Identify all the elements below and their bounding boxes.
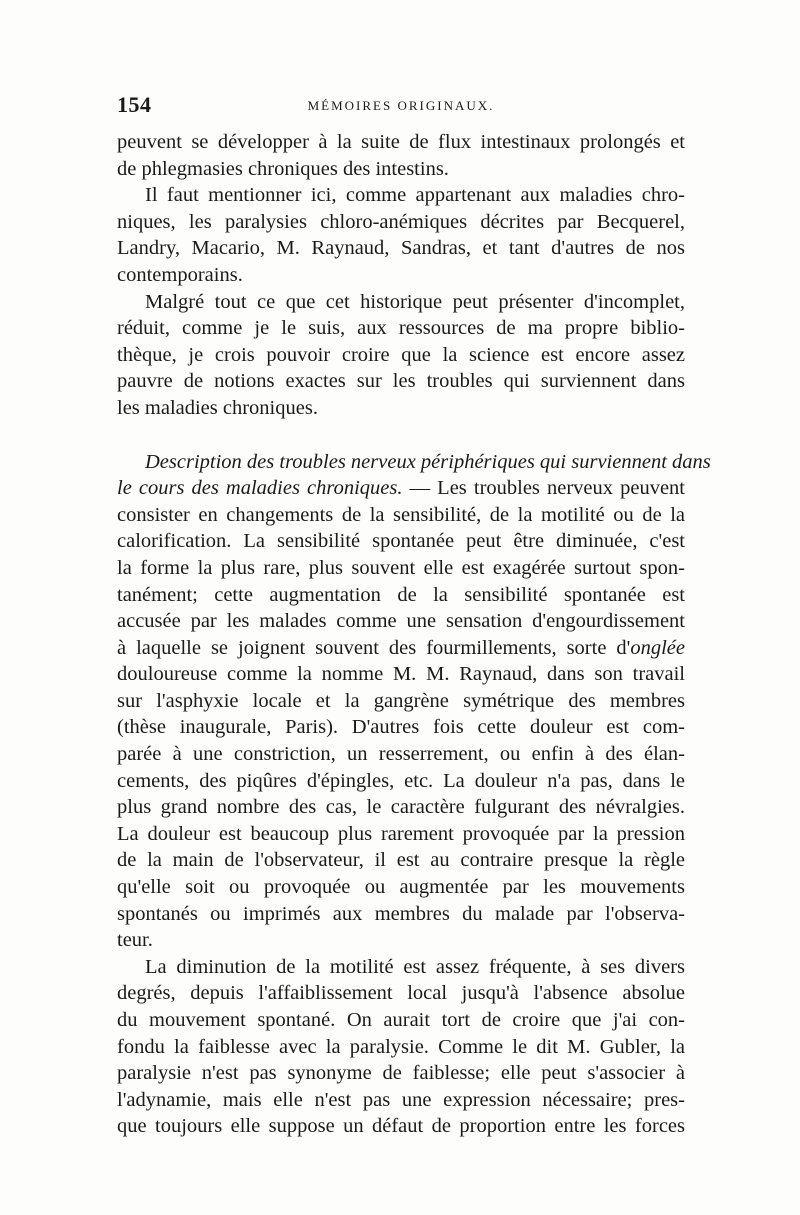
text-line: tanément; cette augmentation de la sensibilité spontanée est <box>117 583 685 606</box>
paragraph-1 <box>117 129 685 182</box>
text-line: peuvent se développer à la suite de flux intestinaux prolongés et <box>117 131 685 153</box>
text-line: spontanés ou imprimés aux membres du malade par l'observa- <box>117 902 685 925</box>
paragraph-2 <box>117 182 685 288</box>
text-line: Landry, Macario, M. Raynaud, Sandras, et tant d'autres de nos <box>117 237 685 260</box>
text-line: la forme la plus rare, plus souvent elle est exagérée surtout spon- <box>117 556 685 579</box>
paragraph-5 <box>117 954 685 1140</box>
text-line: plus grand nombre des cas, le caractère fulgurant des névralgies. <box>117 796 685 819</box>
text-segment: à laquelle se joignent souvent des fourmillements, sorte d' <box>117 636 631 659</box>
text-line: thèque, je crois pouvoir croire que la science est encore assez <box>117 343 685 366</box>
paragraph-3 <box>117 289 685 422</box>
text-line <box>117 635 685 662</box>
text-line: réduit, comme je le suis, aux ressources de ma propre biblio- <box>117 317 685 340</box>
text-line: (thèse inaugurale, Paris). D'autres fois cette douleur est com- <box>117 716 685 739</box>
text-line: que toujours elle suppose un défaut de proportion entre les forces <box>117 1115 685 1138</box>
text-line: les maladies chroniques. <box>117 396 318 419</box>
text-line: qu'elle soit ou provoquée ou augmentée par les mouvements <box>117 876 685 899</box>
text-line: contemporains. <box>117 263 243 286</box>
text-line: niques, les paralysies chloro-anémiques décrites par Becquerel, <box>117 210 685 233</box>
text-line: Il faut mentionner ici, comme appartenant aux maladies chro- <box>145 184 685 207</box>
text-line: teur. <box>117 929 153 952</box>
section-intro: — Les troubles nerveux peuvent <box>402 477 686 500</box>
text-line: degrés, depuis l'affaiblissement local jusqu'à l'absence absolue <box>117 982 685 1005</box>
text-line: l'adynamie, mais elle n'est pas une expression nécessaire; pres- <box>117 1088 685 1111</box>
text-line: sur l'asphyxie locale et la gangrène symétrique des membres <box>117 689 685 712</box>
page-number: 154 <box>117 92 152 117</box>
paragraph-4 <box>117 449 711 954</box>
text-line: douloureuse comme la nomme M. M. Raynaud, dans son travail <box>117 663 685 686</box>
page-body <box>117 129 711 1140</box>
text-line: calorification. La sensibilité spontanée peut être diminuée, c'est <box>117 530 685 553</box>
text-line: La douleur est beaucoup plus rarement provoquée par la pression <box>117 822 685 845</box>
page-header <box>117 92 685 122</box>
text-line: paralysie n'est pas synonyme de faiblesse; elle peut s'associer à <box>117 1062 685 1085</box>
text-line: du mouvement spontané. On aurait tort de croire que j'ai con- <box>117 1009 685 1031</box>
text-line: pauvre de notions exactes sur les troubles qui surviennent dans <box>117 370 685 393</box>
text-line: cements, des piqûres d'épingles, etc. La douleur n'a pas, dans le <box>117 769 685 792</box>
section-gap <box>117 422 685 449</box>
text-line: accusée par les malades comme une sensation d'engourdissement <box>117 610 685 633</box>
term-onglee: onglée <box>630 636 685 659</box>
running-head: MÉMOIRES ORIGINAUX. <box>307 98 495 113</box>
text-line: de phlegmasies chroniques des intestins. <box>117 157 449 180</box>
section-title-line <box>117 449 711 476</box>
section-title-part-2: le cours des maladies chroniques. <box>117 477 403 500</box>
text-line <box>117 475 685 502</box>
text-line: parée à une constriction, un resserrement, ou enfin à des élan- <box>117 743 685 766</box>
text-line: de la main de l'observateur, il est au contraire presque la règle <box>117 849 685 872</box>
text-line: La diminution de la motilité est assez fréquente, à ses divers <box>145 955 685 978</box>
section-title-part-1: Description des troubles nerveux périphériques qui surviennent dans <box>145 450 711 473</box>
text-line: fondu la faiblesse avec la paralysie. Comme le dit M. Gubler, la <box>117 1035 685 1058</box>
text-line: consister en changements de la sensibilité, de la motilité ou de la <box>117 503 685 526</box>
text-line: Malgré tout ce que cet historique peut présenter d'incomplet, <box>145 290 685 313</box>
